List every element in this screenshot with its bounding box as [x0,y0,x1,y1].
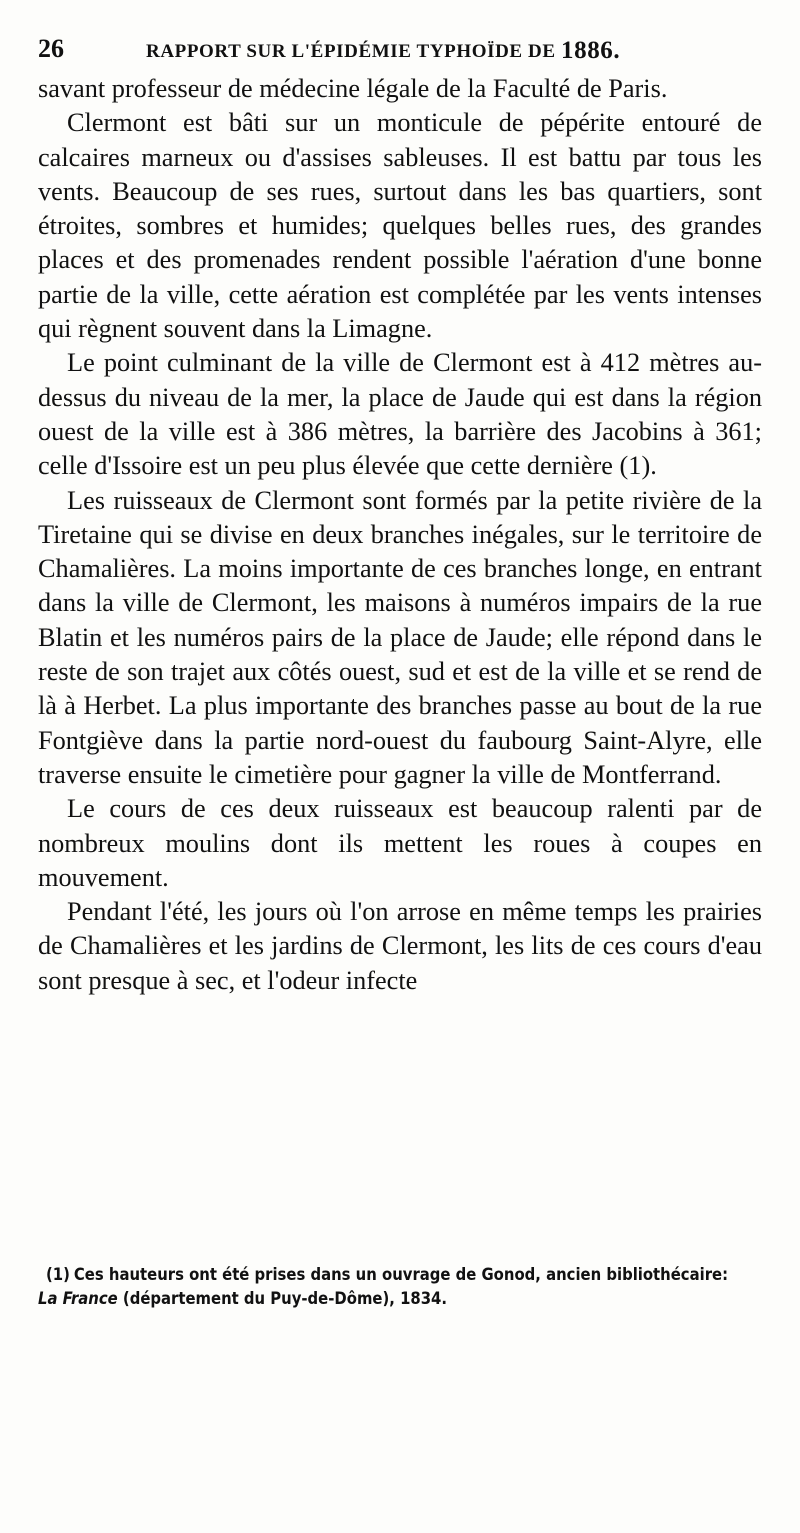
paragraph-streams: Les ruisseaux de Clermont sont formés par la petite rivière de la Tiretaine qui se divise en deux branches inégales, sur le territoire de Chamalières. La moins importante de ces branches longe, en entrant dans la ville de Clermont, les maisons à numéros impairs de la rue Blatin et les numéros pairs de la place de Jaude; elle répond dans le reste de son trajet aux côtés ouest, sud et est de la ville et se rend de là à Herbet. La plus importante des branches passe au bout de la rue Fontgiève dans la partie nord-ouest du faubourg Saint-Alyre, elle traverse ensuite le cimetière pour gagner la ville de Montferrand. [38,485,762,789]
paragraph-continued: savant professeur de médecine légale de la Faculté de Paris. [38,74,668,103]
footnote-marker: (1) [46,1265,70,1284]
footnote-details: (département du Puy-de-Dôme), 1834. [122,1289,448,1308]
running-title [146,36,620,64]
footnote-text: Ces hauteurs ont été prises dans un ouvrage de Gonod, ancien bibliothécaire: [73,1265,729,1284]
page-number: 26 [38,34,64,63]
footnote-line-1 [38,1263,762,1287]
paragraph-altitudes: Le point culminant de la ville de Clermont est à 412 mètres au-dessus du niveau de la mer, la place de Jaude qui est dans la région ouest de la ville est à 386 mètres, la barrière des Jacobins à 361; celle d'Issoire est un peu plus élevée que cette dernière (1). [38,348,762,481]
running-title-text: RAPPORT SUR L'ÉPIDÉMIE TYPHOÏDE DE [146,41,556,62]
footnote-line-2 [38,1287,762,1311]
paragraph-mills: Le cours de ces deux ruisseaux est beaucoup ralenti par de nombreux moulins dont ils mettent les roues à coupes en mouvement. [38,794,762,892]
page-header [38,30,762,70]
footnote [38,1263,762,1311]
body-text [38,72,762,998]
paragraph-summer: Pendant l'été, les jours où l'on arrose en même temps les prairies de Chamalières et les jardins de Clermont, les lits de ces cours d'eau sont presque à sec, et l'odeur infecte [38,897,762,995]
running-title-year: 1886. [561,37,621,64]
paragraph-clermont-site: Clermont est bâti sur un monticule de pépérite entouré de calcaires marneux ou d'assises sableuses. Il est battu par tous les vents. Beaucoup de ses rues, surtout dans les bas quartiers, sont étroites, sombres et humides; quelques belles rues, des grandes places et des promenades rendent possible l'aération d'une bonne partie de la ville, cette aération est complétée par les vents intenses qui règnent souvent dans la Limagne. [38,108,762,344]
footnote-work-title: La France [38,1289,118,1308]
